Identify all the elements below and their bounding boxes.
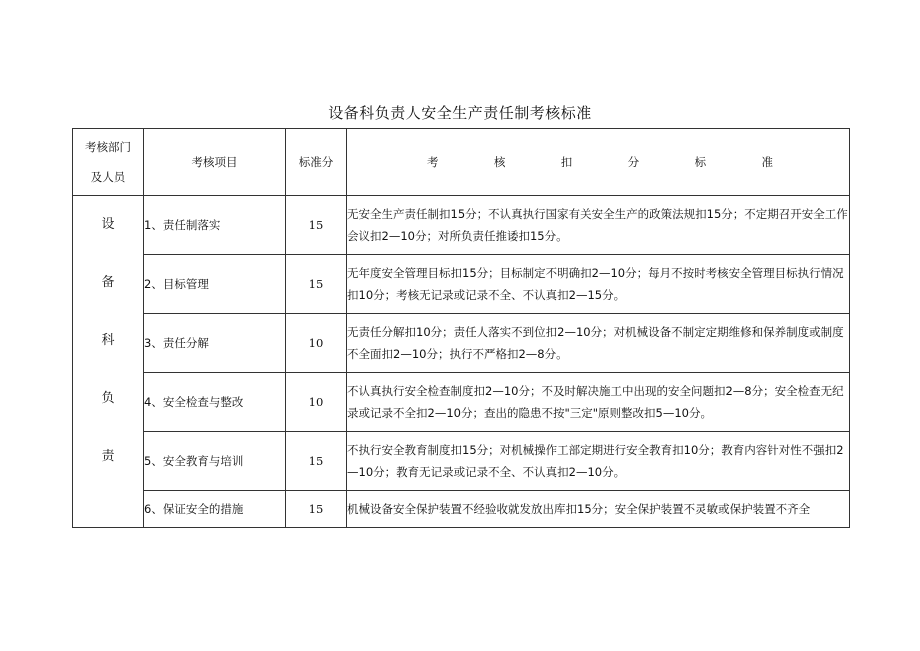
row-item: 6、保证安全的措施 (144, 491, 286, 528)
header-criteria-char: 准 (761, 155, 773, 169)
row-score: 15 (286, 491, 347, 528)
dept-char: 设 (101, 217, 115, 232)
header-dept (73, 129, 144, 196)
row-score: 10 (286, 373, 347, 432)
dept-char: 责 (101, 449, 115, 464)
row-score: 15 (286, 432, 347, 491)
row-criteria: 无年度安全管理目标扣15分；目标制定不明确扣2—10分；每月不按时考核安全管理目标执行情况扣10分；考核无记录或记录不全、不认真扣2—15分。 (347, 255, 850, 314)
row-score: 15 (286, 255, 347, 314)
row-score: 10 (286, 314, 347, 373)
header-row (73, 129, 850, 196)
header-score: 标准分 (286, 129, 347, 196)
dept-char: 科 (101, 333, 115, 348)
header-criteria-char: 扣 (560, 155, 573, 169)
table-row (73, 314, 850, 373)
header-dept-line2: 及人员 (90, 170, 126, 184)
row-item: 3、责任分解 (144, 314, 286, 373)
header-criteria-char: 分 (627, 155, 640, 169)
table-row (73, 255, 850, 314)
header-criteria-char: 考 (427, 155, 439, 169)
table-row (73, 373, 850, 432)
row-criteria: 不执行安全教育制度扣15分；对机械操作工部定期进行安全教育扣10分；教育内容针对性不强扣2—10分；教育无记录或记录不全、不认真扣2—10分。 (347, 432, 850, 491)
table-row (73, 432, 850, 491)
table-row (73, 491, 850, 528)
dept-cell (73, 196, 144, 528)
row-item: 5、安全教育与培训 (144, 432, 286, 491)
row-criteria: 机械设备安全保护装置不经验收就发放出库扣15分；安全保护装置不灵敏或保护装置不齐全 (347, 491, 850, 528)
dept-char: 负 (101, 391, 115, 406)
assessment-table (72, 128, 850, 528)
header-criteria (347, 129, 850, 196)
row-item: 2、目标管理 (144, 255, 286, 314)
row-item: 1、责任制落实 (144, 196, 286, 255)
table-row (73, 196, 850, 255)
header-criteria-char: 核 (493, 155, 506, 169)
header-dept-line1: 考核部门 (85, 140, 131, 154)
row-criteria: 无安全生产责任制扣15分；不认真执行国家有关安全生产的政策法规扣15分；不定期召开安全工作会议扣2—10分；对所负责任推诿扣15分。 (347, 196, 850, 255)
row-item: 4、安全检查与整改 (144, 373, 286, 432)
document-title: 设备科负责人安全生产责任制考核标准 (328, 104, 592, 122)
row-score: 15 (286, 196, 347, 255)
header-item: 考核项目 (144, 129, 286, 196)
row-criteria: 无责任分解扣10分；责任人落实不到位扣2—10分；对机械设备不制定定期维修和保养制度或制度不全面扣2—10分；执行不严格扣2—8分。 (347, 314, 850, 373)
header-criteria-char: 标 (694, 155, 707, 169)
row-criteria: 不认真执行安全检查制度扣2—10分；不及时解决施工中出现的安全问题扣2—8分；安全检查无纪录或记录不全扣2—10分；查出的隐患不按"三定"原则整改扣5—10分。 (347, 373, 850, 432)
dept-char: 备 (101, 275, 115, 290)
